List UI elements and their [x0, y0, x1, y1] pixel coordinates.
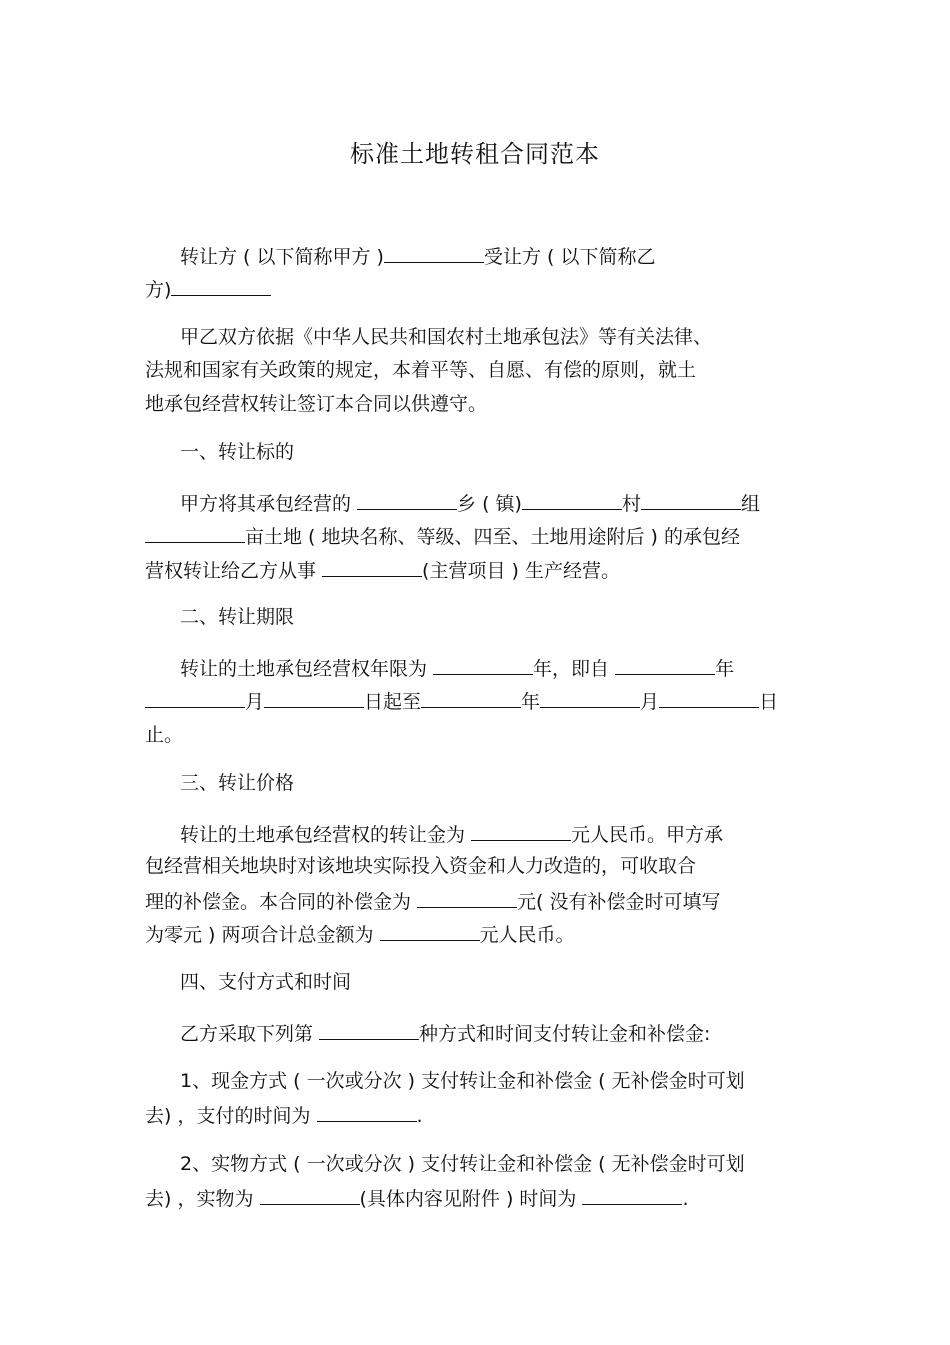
fill-blank[interactable] [171, 277, 271, 296]
paragraph-line [145, 922, 575, 946]
paragraph-line [145, 277, 271, 301]
document-title: 标准土地转租合同范本 [350, 140, 600, 169]
fill-blank[interactable] [264, 689, 364, 708]
text: 乡 ( 镇) [457, 493, 522, 515]
fill-blank[interactable] [260, 1186, 360, 1205]
paragraph-line [145, 1186, 689, 1210]
paragraph-line [180, 1153, 745, 1175]
section-heading [180, 772, 294, 794]
fill-blank[interactable] [317, 1103, 417, 1122]
paragraph-line [145, 359, 696, 381]
text: 一、转让标的 [180, 441, 295, 463]
text: 为零元 ) 两项合计总金额为 [145, 924, 380, 946]
section-heading [180, 606, 294, 628]
fill-blank[interactable] [471, 822, 571, 841]
text: 三、转让价格 [180, 772, 295, 794]
text: (具体内容见附件 ) 时间为 [359, 1188, 583, 1210]
fill-blank[interactable] [421, 689, 521, 708]
text: 2、实物方式 ( 一次或分次 ) 支付转让金和补偿金 ( 无补偿金时可划 [180, 1153, 745, 1175]
fill-blank[interactable] [322, 558, 422, 577]
fill-blank[interactable] [615, 656, 715, 675]
text: 组 [740, 493, 760, 515]
section-heading [180, 971, 351, 993]
text: 包经营相关地块时对该地块实际投入资金和人力改造的，可收取合 [145, 855, 697, 877]
paragraph-line [145, 724, 183, 746]
fill-blank[interactable] [433, 656, 533, 675]
text: 年 [715, 658, 735, 680]
text: 日起至 [364, 691, 422, 713]
text: 止。 [145, 724, 184, 746]
fill-blank[interactable] [540, 689, 640, 708]
paragraph-line [180, 326, 712, 348]
paragraph-line [180, 1021, 710, 1045]
text: . [416, 1105, 423, 1127]
text: 年，即自 [533, 658, 616, 680]
paragraph-line [145, 558, 620, 582]
text: 去) ，支付的时间为 [145, 1105, 317, 1127]
text: 亩土地 ( 地块名称、等级、四至、土地用途附后 ) 的承包经 [245, 526, 740, 548]
fill-blank[interactable] [417, 889, 517, 908]
text: 法规和国家有关政策的规定，本着平等、自愿、有偿的原则，就土 [145, 359, 697, 381]
paragraph-line [145, 524, 740, 548]
text: 地承包经营权转让签订本合同以供遵守。 [145, 393, 488, 415]
text: 方) [145, 279, 172, 301]
fill-blank[interactable] [659, 689, 759, 708]
text: 营权转让给乙方从事 [145, 560, 323, 582]
text: 四、支付方式和时间 [180, 971, 352, 993]
text: 转让方 ( 以下简称甲方 ) [180, 246, 384, 268]
text: (主营项目 ) 生产经营。 [422, 560, 620, 582]
paragraph-line [180, 822, 723, 846]
fill-blank[interactable] [357, 491, 457, 510]
text: 元人民币。 [479, 924, 575, 946]
text: 村 [621, 493, 641, 515]
fill-blank[interactable] [380, 922, 480, 941]
text: 1、现金方式 ( 一次或分次 ) 支付转让金和补偿金 ( 无补偿金时可划 [180, 1070, 745, 1092]
paragraph-line [180, 656, 734, 680]
text: . [682, 1188, 689, 1210]
paragraph-line [145, 855, 696, 877]
section-heading [180, 441, 294, 463]
text: 元人民币。甲方承 [571, 824, 724, 846]
text: 受让方 ( 以下简称乙 [483, 246, 656, 268]
fill-blank[interactable] [582, 1186, 682, 1205]
fill-blank[interactable] [522, 491, 622, 510]
text: 年 [521, 691, 541, 713]
text: 去) ，实物为 [145, 1188, 260, 1210]
paragraph-line [180, 1070, 745, 1092]
text: 甲乙双方依据《中华人民共和国农村土地承包法》等有关法律、 [180, 326, 713, 348]
text: 种方式和时间支付转让金和补偿金: [419, 1023, 711, 1045]
text: 乙方采取下列第 [180, 1023, 320, 1045]
fill-blank[interactable] [641, 491, 741, 510]
text: 理的补偿金。本合同的补偿金为 [145, 891, 418, 913]
fill-blank[interactable] [145, 689, 245, 708]
text: 转让的土地承包经营权的转让金为 [180, 824, 472, 846]
fill-blank[interactable] [384, 244, 484, 263]
text: 日 [759, 691, 779, 713]
paragraph-line [145, 1103, 423, 1127]
text: 月 [245, 691, 265, 713]
text: 二、转让期限 [180, 606, 295, 628]
text: 甲方将其承包经营的 [180, 493, 358, 515]
fill-blank[interactable] [319, 1021, 419, 1040]
paragraph-line [145, 689, 778, 713]
paragraph-line [145, 889, 721, 913]
text: 元( 没有补偿金时可填写 [517, 891, 721, 913]
text: 月 [640, 691, 660, 713]
paragraph-line [180, 491, 760, 515]
text: 转让的土地承包经营权年限为 [180, 658, 434, 680]
paragraph-line [180, 244, 655, 268]
paragraph-line [145, 393, 487, 415]
fill-blank[interactable] [145, 524, 245, 543]
